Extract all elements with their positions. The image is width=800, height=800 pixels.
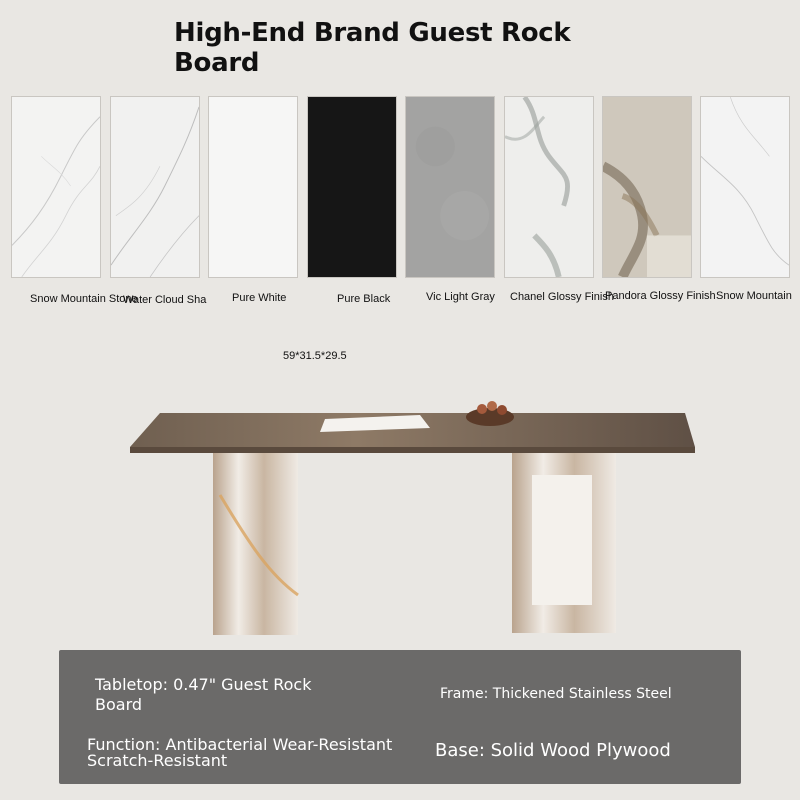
swatch-label: Pure White [232,292,287,304]
swatch-pandora-glossy[interactable] [602,96,692,278]
spec-function: Function: Antibacterial Wear-Resistant Scratch-Resistant [87,735,393,770]
swatch-label: Pandora Glossy Finish [605,290,716,302]
table-product-image [120,395,700,645]
swatch-water-cloud[interactable] [110,96,200,278]
swatch-label: Water Cloud Sha [123,294,207,306]
swatch-vic-light-gray[interactable] [405,96,495,278]
swatch-chanel-glossy[interactable] [504,96,594,278]
spec-frame: Frame: Thickened Stainless Steel [440,686,672,702]
swatch-label: Snow Mountain Stone [30,293,138,305]
swatch-snow-mountain-stone[interactable] [11,96,101,278]
swatch-snow-mountain[interactable] [700,96,790,278]
spec-panel [59,650,741,784]
page-title: High-End Brand Guest Rock Board [174,18,571,78]
spec-base: Base: Solid Wood Plywood [435,740,671,761]
swatch-label: Vic Light Gray [426,291,495,303]
dimensions-text: 59*31.5*29.5 [283,350,347,362]
swatch-pure-white[interactable] [208,96,298,278]
swatch-label: Snow Mountain [716,290,792,302]
swatch-label: Pure Black [337,293,391,305]
spec-tabletop: Tabletop: 0.47" Guest Rock Board [95,675,312,714]
swatch-pure-black[interactable] [307,96,397,278]
swatch-label: Chanel Glossy Finish [510,291,614,303]
